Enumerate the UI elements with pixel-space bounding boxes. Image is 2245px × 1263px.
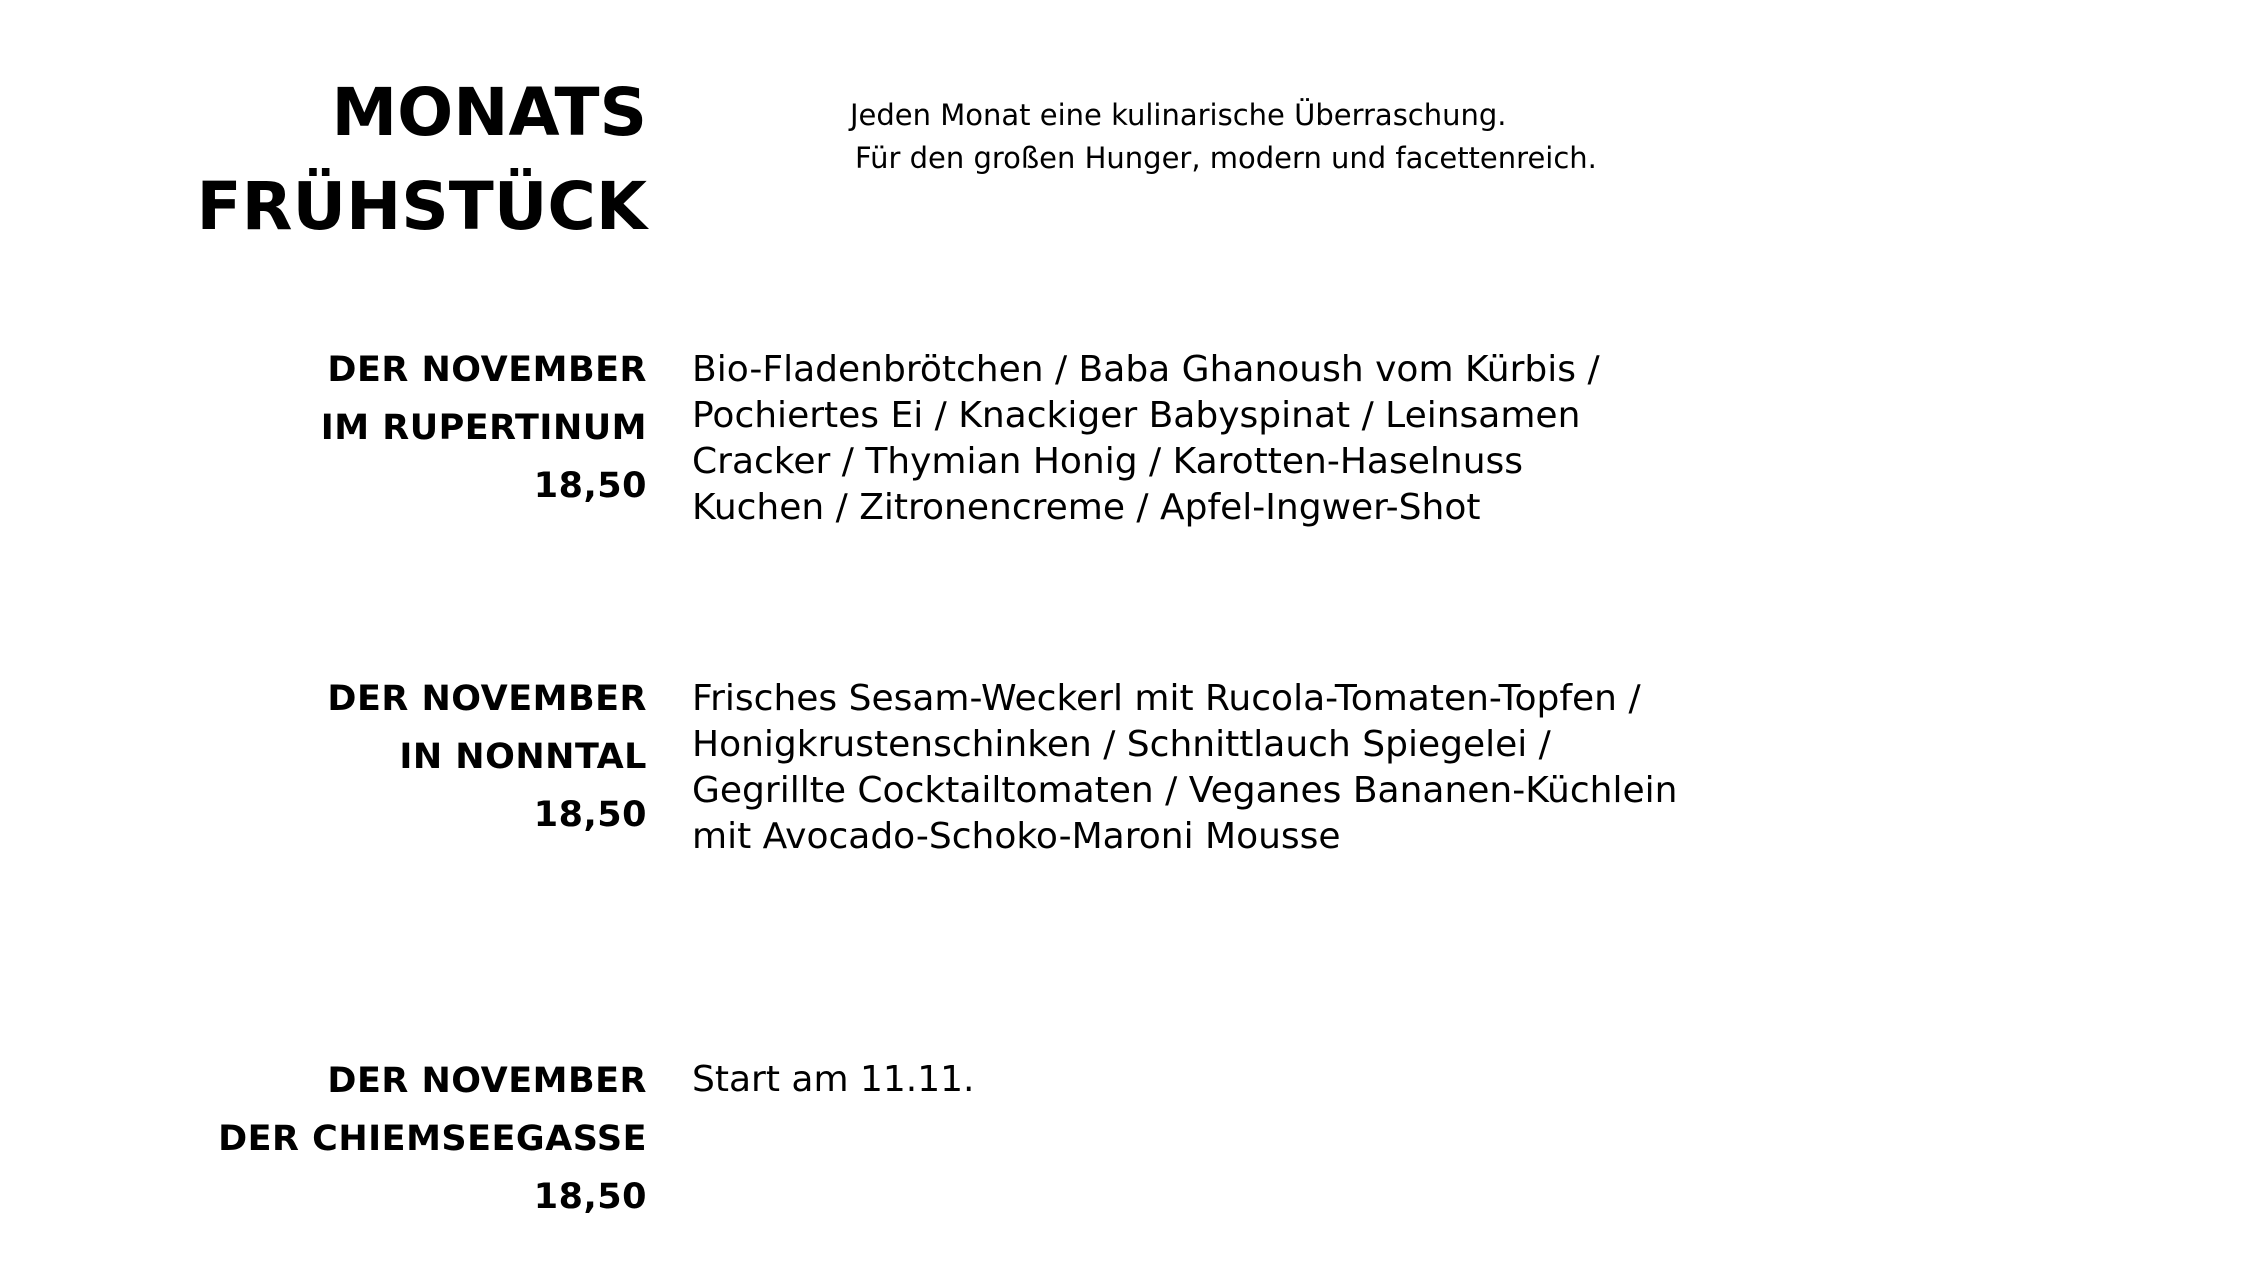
section-price: 18,50: [533, 1177, 647, 1217]
intro-line-1: Jeden Monat eine kulinarische Überraschung.: [850, 98, 1507, 132]
section-month: DER NOVEMBER: [327, 1061, 647, 1101]
desc-line: Kuchen / Zitronencreme / Apfel-Ingwer-Shot: [692, 487, 1481, 528]
section-rupertinum-description: [692, 347, 1600, 531]
section-nonntal-description: [692, 676, 1677, 860]
section-chiemseegasse-description: [692, 1057, 974, 1103]
intro-line-2: Für den großen Hunger, modern und facettenreich.: [855, 141, 1597, 175]
title-line-2: FRÜHSTÜCK: [196, 168, 647, 245]
section-month: DER NOVEMBER: [327, 679, 647, 719]
desc-line: mit Avocado-Schoko-Maroni Mousse: [692, 816, 1341, 857]
section-price: 18,50: [533, 466, 647, 506]
section-location: DER CHIEMSEEGASSE: [218, 1119, 647, 1159]
desc-line: Pochiertes Ei / Knackiger Babyspinat / Leinsamen: [692, 395, 1581, 436]
desc-line: Bio-Fladenbrötchen / Baba Ghanoush vom Kürbis /: [692, 349, 1600, 390]
desc-line: Cracker / Thymian Honig / Karotten-Haselnuss: [692, 441, 1524, 482]
section-nonntal-label: [327, 670, 647, 844]
desc-line: Gegrillte Cocktailtomaten / Veganes Bananen-Küchlein: [692, 770, 1678, 811]
intro-text: [850, 94, 1597, 180]
title-line-1: MONATS: [331, 74, 647, 151]
page-title: [197, 66, 647, 254]
section-chiemseegasse-label: [218, 1052, 647, 1226]
section-location: IM RUPERTINUM: [320, 408, 647, 448]
desc-line: Start am 11.11.: [692, 1059, 975, 1100]
desc-line: Honigkrustenschinken / Schnittlauch Spiegelei /: [692, 724, 1551, 765]
desc-line: Frisches Sesam-Weckerl mit Rucola-Tomaten-Topfen /: [692, 678, 1641, 719]
section-price: 18,50: [533, 795, 647, 835]
section-month: DER NOVEMBER: [327, 350, 647, 390]
section-rupertinum-label: [321, 341, 647, 515]
section-location: IN NONNTAL: [399, 737, 647, 777]
